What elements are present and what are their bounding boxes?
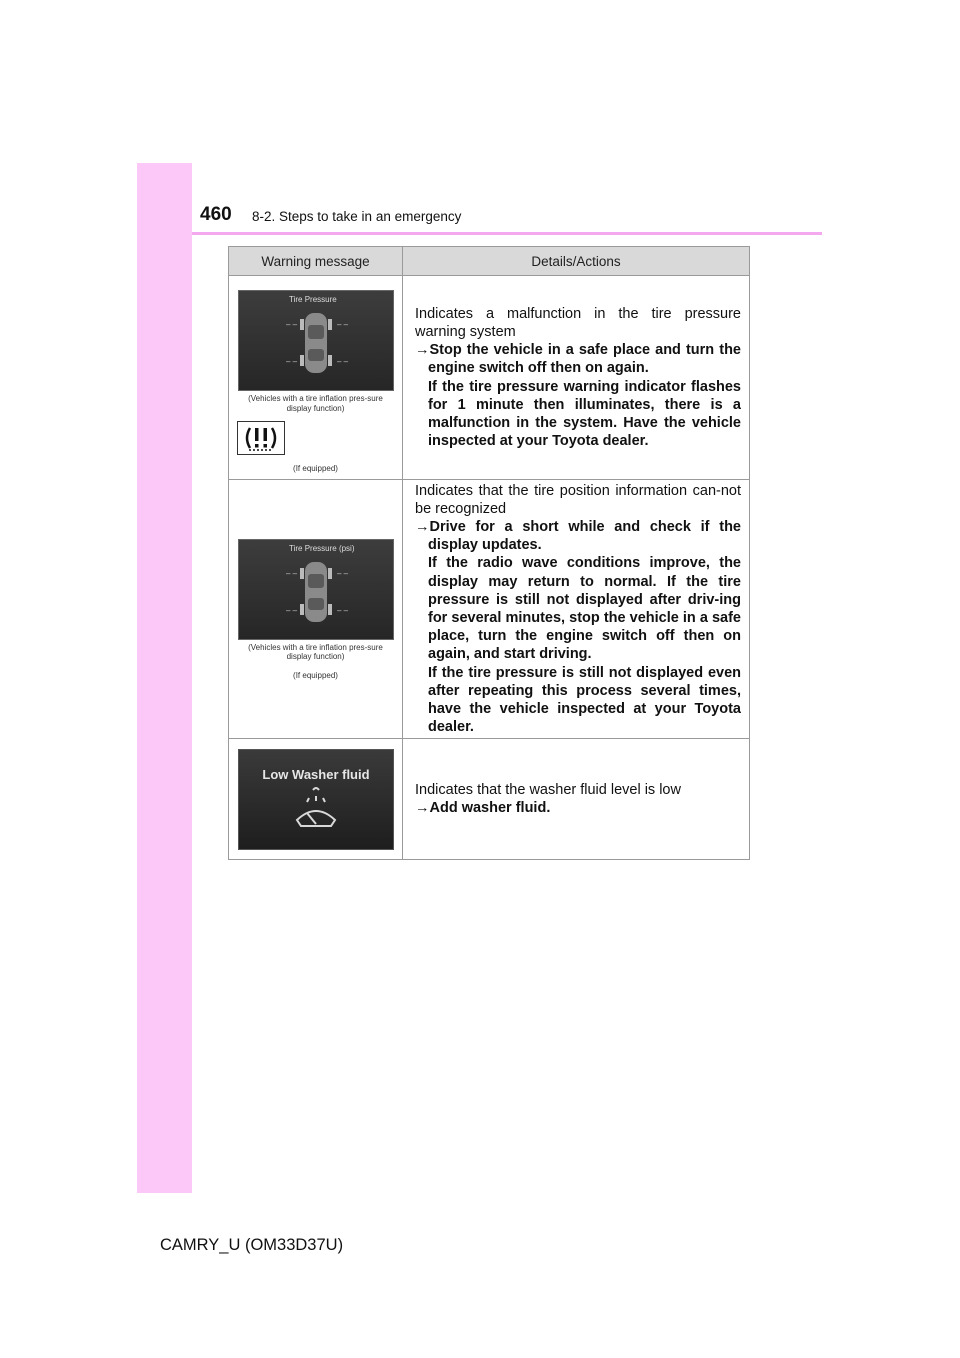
arrow-icon: → — [415, 800, 430, 816]
warning-message-cell — [229, 276, 403, 479]
svg-text:– –: – – — [336, 568, 348, 578]
warning-table — [228, 246, 750, 860]
action-text: If the radio wave conditions improve, the display may return to normal. If the tire pressure is still not displayed after driv-ing for several minutes, stop the vehicle in a safe place, turn the engine switch off then on again, and start driving. — [428, 555, 741, 663]
if-equipped-caption: (If equipped) — [293, 670, 338, 680]
display-title: Tire Pressure (psi) — [288, 543, 354, 553]
svg-text:– –: – – — [285, 357, 297, 366]
svg-text:– –: – – — [336, 357, 348, 366]
arrow-icon: → — [415, 342, 430, 359]
page-number: 460 — [200, 204, 232, 225]
description-text: Indicates that the tire position information can-not be recognized — [415, 482, 741, 517]
display-title: Low Washer fluid — [261, 766, 370, 782]
column-header-details-actions: Details/Actions — [531, 253, 621, 269]
table-row — [229, 276, 749, 480]
arrow-icon: → — [415, 518, 430, 535]
car-top-view-icon — [239, 291, 393, 390]
display-title: Tire Pressure — [288, 295, 337, 304]
column-header-warning-message: Warning message — [229, 247, 403, 275]
action-text: If the tire pressure is still not displayed even after repeating this process several times, have the vehicle inspected at your Toyota dealer. — [428, 664, 741, 736]
details-actions-cell — [403, 739, 749, 859]
side-color-band — [137, 163, 192, 1193]
action-text: →Stop the vehicle in a safe place and turn the engine switch off then on again. — [415, 342, 741, 377]
car-top-view-icon — [239, 540, 393, 639]
svg-text:– –: – – — [336, 320, 348, 329]
table-row — [229, 739, 749, 859]
low-washer-fluid-display — [238, 749, 394, 850]
washer-fluid-icon — [297, 788, 335, 826]
svg-text:– –: – – — [336, 605, 348, 615]
tire-pressure-psi-display — [238, 539, 394, 640]
tire-pressure-display — [238, 290, 394, 391]
if-equipped-caption: (If equipped) — [293, 464, 338, 473]
svg-text:– –: – – — [285, 568, 297, 578]
warning-message-cell — [229, 739, 403, 859]
details-actions-cell — [403, 276, 749, 479]
footer-model-code: CAMRY_U (OM33D37U) — [160, 1236, 344, 1254]
display-caption: (Vehicles with a tire inflation pres-sure display function) — [248, 642, 383, 661]
description-text: Indicates that the washer fluid level is low — [415, 781, 681, 798]
warning-message-cell — [229, 480, 403, 738]
svg-text:– –: – – — [285, 320, 297, 329]
table-header — [229, 247, 749, 276]
section-title: 8-2. Steps to take in an emergency — [252, 209, 462, 224]
table-row — [229, 480, 749, 739]
display-caption: (Vehicles with a tire inflation pres-sure display function) — [248, 394, 383, 413]
header-rule — [192, 232, 822, 235]
svg-text:– –: – – — [285, 605, 297, 615]
description-text: Indicates a malfunction in the tire pressure warning system — [415, 305, 741, 340]
action-text: →Add washer fluid. — [415, 800, 551, 816]
tire-pressure-warning-icon — [237, 421, 285, 455]
action-text: If the tire pressure warning indicator flashes for 1 minute then illuminates, there is a malfunction in the system. Have the vehicle inspected at your Toyota dealer. — [428, 378, 741, 450]
details-actions-cell — [403, 480, 749, 738]
action-text: →Drive for a short while and check if the display updates. — [415, 518, 741, 554]
